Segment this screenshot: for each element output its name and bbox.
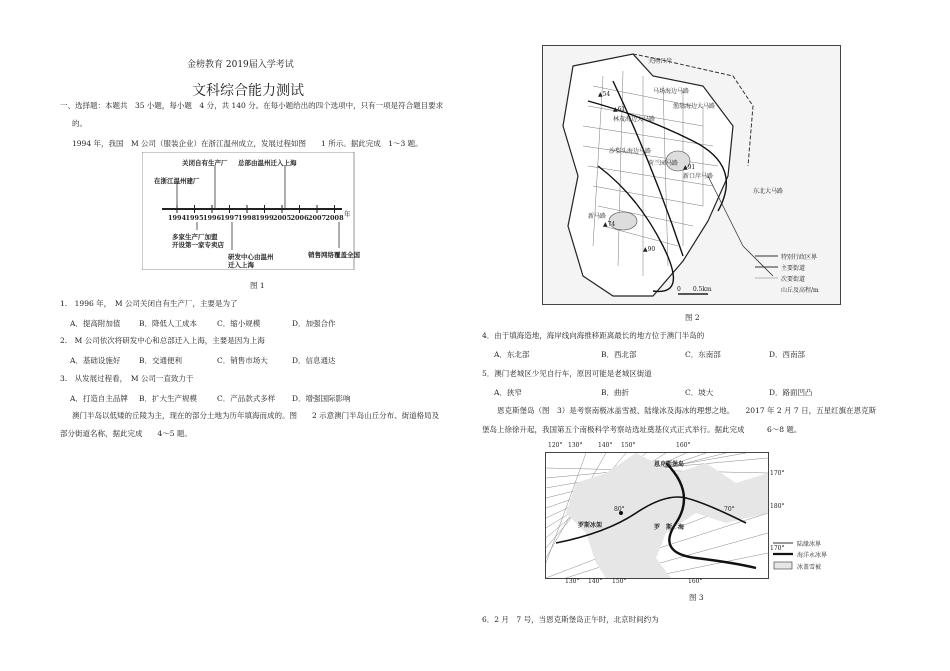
- hill-marker: ▲61: [613, 106, 626, 113]
- answer-option[interactable]: A．东北部: [494, 350, 530, 359]
- year-label: 1997: [220, 214, 239, 222]
- figure3-caption: 图 3: [689, 593, 704, 602]
- longitude-label: 150°: [621, 442, 636, 449]
- answer-option[interactable]: C．东南部: [685, 350, 721, 359]
- street-label: 荷兰园马路: [648, 160, 679, 167]
- longitude-label: 160°: [676, 442, 691, 449]
- hill-marker: ▲90: [643, 246, 656, 253]
- longitude-label: 170°: [770, 545, 785, 552]
- figure3-ross-map: [545, 452, 769, 579]
- figure3-legend-graphic: [773, 539, 795, 575]
- label-rd-move: 研发中心由温州: [228, 253, 274, 261]
- street-label: 沙梨头海边马路: [609, 148, 652, 155]
- label-close-factory: 关闭自有生产厂: [182, 159, 228, 167]
- answer-option[interactable]: D．增强国际影响: [292, 394, 351, 403]
- label-build-factory: 在浙江温州建厂: [154, 177, 200, 185]
- axis-unit: 年: [344, 210, 351, 218]
- label-franchise: 多家生产厂加盟: [172, 233, 218, 241]
- answer-option[interactable]: C．坡大: [685, 388, 714, 397]
- answer-option[interactable]: D．路面凹凸: [769, 388, 813, 397]
- year-label: 1995: [185, 214, 204, 222]
- street-label-ne: 东北大马路: [753, 188, 784, 195]
- ross-context-cont: 堡岛上徐徐升起，我国第五个南极科学考察站选址奠基仪式正式举行。据此完成 6～8 题。: [482, 425, 802, 434]
- answer-option[interactable]: A．提高附加值: [70, 319, 121, 328]
- hill-marker: ▲54: [598, 91, 611, 98]
- year-label: 1999: [255, 214, 274, 222]
- answer-option[interactable]: B．扩大生产规模: [139, 394, 198, 403]
- section-intro-cont: 的。: [72, 119, 87, 128]
- longitude-label: 140°: [598, 442, 613, 449]
- question-stem: 1. 1996 年， M 公司关闭自有生产厂，主要是为了: [60, 299, 238, 308]
- section-intro: 一、选择题：本题共 35 小题，每小题 4 分，共 140 分。在每小题给出的四个选项中，只有一项是符合题目要求: [60, 101, 444, 110]
- longitude-label: 170°: [770, 470, 785, 477]
- answer-option[interactable]: B．交通便利: [139, 356, 183, 365]
- hill-marker: ▲74: [603, 221, 616, 228]
- answer-option[interactable]: B．曲折: [601, 388, 630, 397]
- street-label: 新口岸马路: [683, 173, 714, 180]
- label-hq-move: 总部由温州迁入上海: [238, 159, 297, 167]
- lat-label: 70°: [724, 506, 735, 513]
- answer-option[interactable]: A．打造自主品牌: [70, 394, 128, 403]
- question-stem: 5．澳门老城区少见自行车，原因可能是老城区街道: [482, 369, 652, 378]
- answer-option[interactable]: C．销售市场大: [217, 356, 268, 365]
- longitude-label: 120°: [548, 442, 563, 449]
- longitude-label: 150°: [612, 578, 627, 585]
- figure2-macau-map: [542, 45, 841, 305]
- ross-shelf-label: 罗斯冰架: [578, 522, 603, 529]
- legend-land-ice: 陆缘冰界: [797, 541, 822, 548]
- label-first-store: 开设第一家专卖店: [172, 241, 224, 249]
- answer-option[interactable]: C．缩小规模: [217, 319, 261, 328]
- legend-minor-street: 次要街道: [781, 276, 806, 283]
- year-label: 1994: [168, 214, 187, 222]
- longitude-label: 130°: [568, 442, 583, 449]
- answer-option[interactable]: A．基础设施好: [70, 356, 121, 365]
- longitude-label: 130°: [565, 578, 580, 585]
- school-header: 金榜教育 2019届入学考试: [187, 60, 294, 70]
- island-label: 恩克斯堡岛: [654, 461, 685, 468]
- label-national-network: 销售网络覆盖全国: [308, 251, 360, 259]
- ross-context: 恩克斯堡岛（图 3）是考察南极冰盖雪被、陆缘冰及海冰的理想之地。 2017 年 2 月 7 日，五星红旗在恩克斯: [497, 406, 877, 415]
- longitude-label: 140°: [588, 578, 603, 585]
- macau-context-cont: 部分街道名称，据此完成 4～5 题。: [60, 429, 192, 438]
- figure2-caption: 图 2: [685, 313, 700, 322]
- longitude-label: 180°: [770, 503, 785, 510]
- legend-hill: 山丘及高程/m: [781, 287, 819, 294]
- lat-label: 80°: [614, 506, 625, 513]
- year-label: 1996: [203, 214, 222, 222]
- figure1-caption: 图 1: [250, 281, 265, 290]
- legend-main-street: 主要街道: [781, 265, 806, 272]
- answer-option[interactable]: B．降低人工成本: [139, 319, 198, 328]
- label-rd-move-2: 迁入上海: [228, 261, 254, 269]
- macau-context: 澳门半岛以低矮的丘陵为主，现在的部分土地为历年填海而成的。图 2 示意澳门半岛山丘分布、街道格局及: [72, 411, 440, 420]
- question-stem: 4．由于填海造地，海岸线向海推移距离最长的地方位于澳门半岛的: [482, 331, 705, 340]
- answer-option[interactable]: C．产品款式多样: [217, 394, 276, 403]
- answer-option[interactable]: D．加强合作: [292, 319, 336, 328]
- year-label: 2007: [308, 214, 327, 222]
- year-label: 2008: [325, 214, 344, 222]
- year-label: 1998: [238, 214, 257, 222]
- legend-boundary: 特别行政区界: [781, 254, 818, 261]
- page-title: 文科综合能力测试: [192, 83, 304, 99]
- year-label: 2006: [290, 214, 309, 222]
- ross-map-graphic: [546, 453, 768, 578]
- street-label: 马场海边马路: [653, 88, 690, 95]
- answer-option[interactable]: B．西北部: [601, 350, 637, 359]
- answer-option[interactable]: A．狭窄: [494, 388, 522, 397]
- q6-stem: 6．2 月 7 号，当恩克斯堡岛正午时，北京时间约为: [482, 615, 659, 624]
- q1-context: 1994 年，我国 M 公司（服装企业）在浙江温州成立，发展过程如图 1 所示。据此完成 1～3 题。: [72, 139, 423, 148]
- legend-ice-cap: 冰盖雪被: [797, 564, 822, 571]
- answer-option[interactable]: D．信息通达: [292, 356, 336, 365]
- longitude-label: 160°: [688, 578, 703, 585]
- street-label: 关闸口岸: [648, 58, 673, 65]
- ross-sea-label: 罗 斯 海: [654, 524, 685, 531]
- street-label: 新马路: [588, 213, 607, 220]
- scale-bar: 0 0.5km: [677, 286, 712, 293]
- street-label: 林茂海边大马路: [613, 116, 656, 123]
- figure1-timeline: [142, 152, 360, 270]
- answer-option[interactable]: D．西南部: [769, 350, 806, 359]
- legend-sea-ice: 海洋永冰界: [797, 552, 828, 559]
- question-stem: 3. 从发展过程看， M 公司一直致力于: [60, 374, 194, 383]
- street-label: 渔翁海边大马路: [673, 103, 716, 110]
- hill-marker: ▲91: [683, 164, 696, 171]
- year-label: 2005: [273, 214, 292, 222]
- question-stem: 2. M 公司依次将研发中心和总部迁入上海，主要是因为上海: [60, 336, 265, 345]
